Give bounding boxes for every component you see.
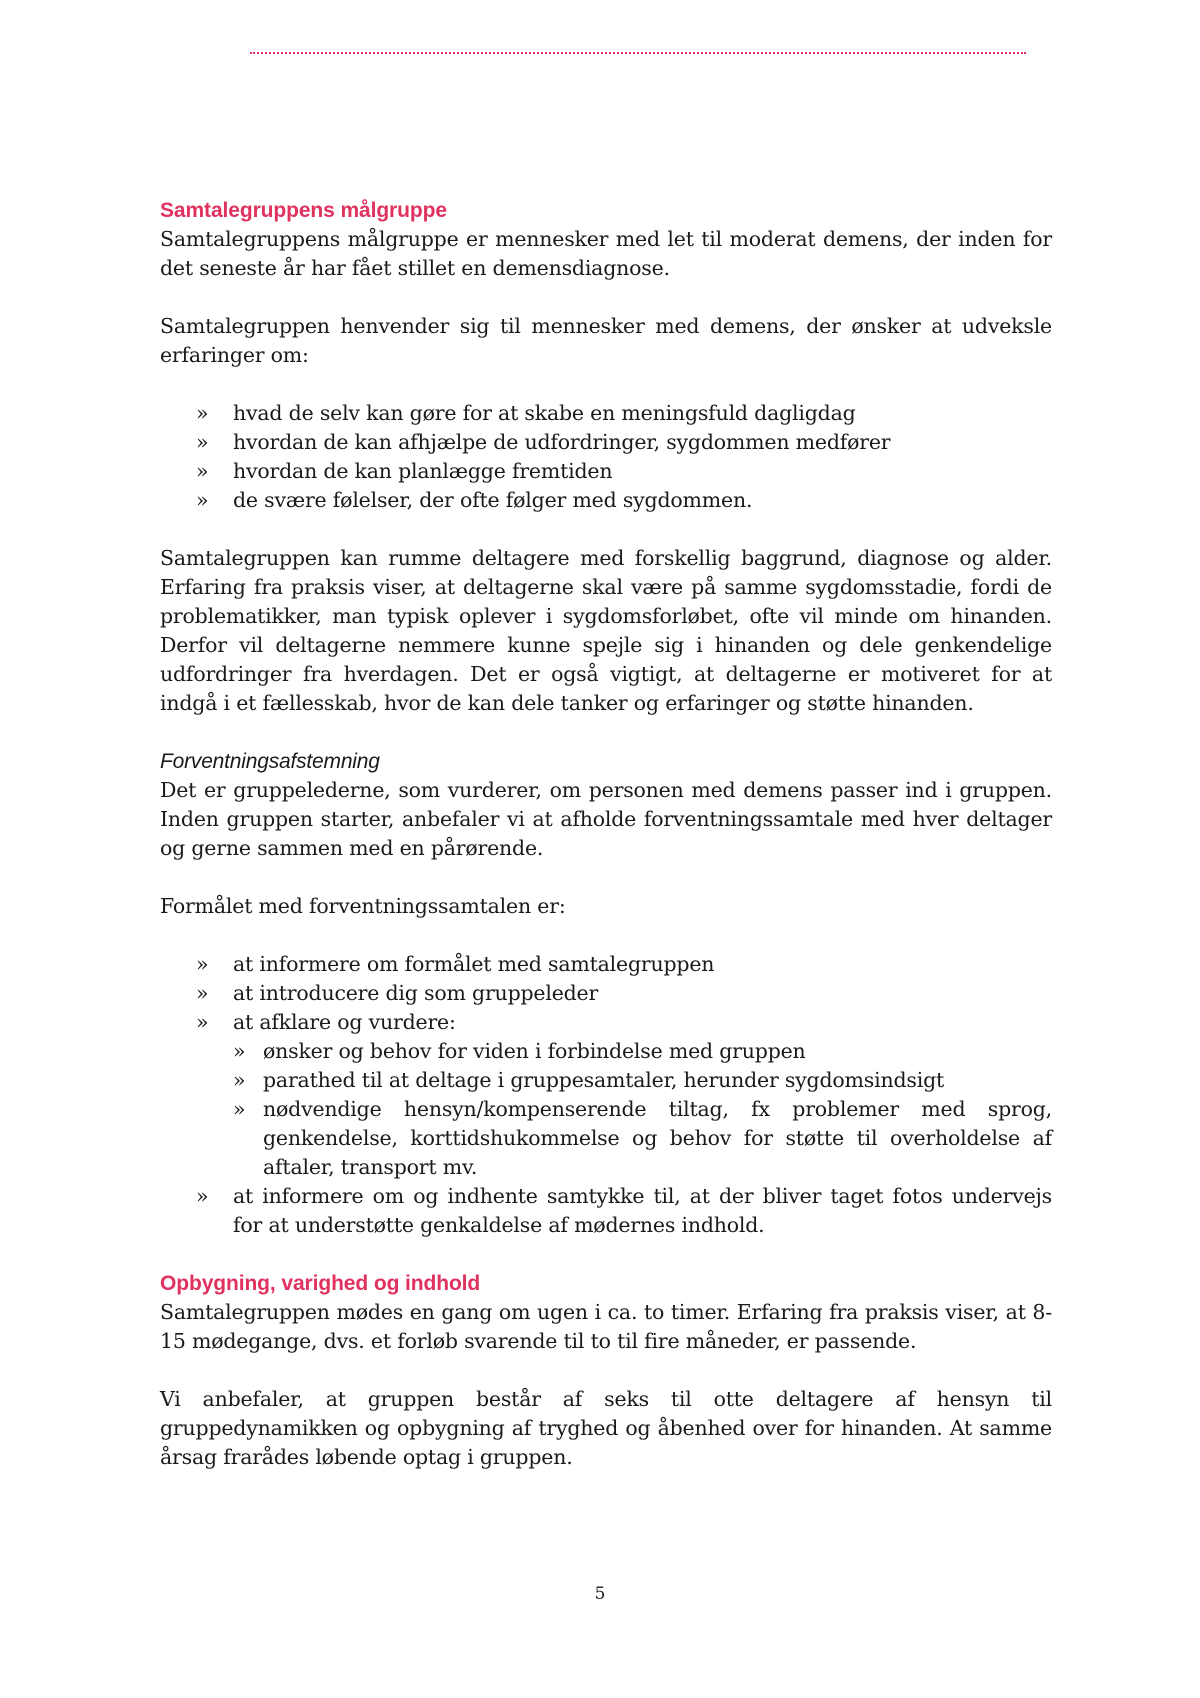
bullet-icon: »: [233, 1068, 246, 1092]
bullet-icon: »: [196, 488, 209, 512]
page-number: 5: [594, 1584, 606, 1604]
list-item: » nødvendige hensyn/kompenserende tiltag, fx problemer med sprog, genkendelse, korttidshukommelse og behov for støtte til overholdelse af aftaler, transport mv.: [233, 1097, 1052, 1179]
bullet-list-purpose: [160, 950, 1052, 1240]
bullet-icon: »: [196, 401, 209, 425]
list-item: » hvordan de kan afhjælpe de udfordringer, sygdommen medfører: [160, 428, 1052, 457]
bullet-list-topics: [160, 399, 1052, 515]
list-item: » de svære følelser, der ofte følger med sygdommen.: [160, 486, 1052, 515]
bullet-icon: »: [233, 1039, 246, 1063]
list-item: » parathed til at deltage i gruppesamtaler, herunder sygdomsindsigt: [233, 1066, 1052, 1095]
subheading-expectations: Forventningsafstemning: [160, 750, 380, 773]
list-item: » hvad de selv kan gøre for at skabe en meningsfuld dagligdag: [160, 399, 1052, 428]
paragraph: Formålet med forventningssamtalen er:: [160, 894, 566, 918]
bullet-icon: »: [233, 1097, 246, 1121]
paragraph: Samtalegruppens målgruppe er mennesker med let til moderat demens, der inden for det seneste år har fået stillet en demensdiagnose.: [160, 227, 1052, 280]
paragraph: Samtalegruppen mødes en gang om ugen i ca. to timer. Erfaring fra praksis viser, at 8-15 mødegange, dvs. et forløb svarende til to til fire måneder, er passende.: [160, 1300, 1052, 1353]
list-item: » ønsker og behov for viden i forbindelse med gruppen: [233, 1037, 1052, 1066]
paragraph: Samtalegruppen kan rumme deltagere med forskellig baggrund, diagnose og alder. Erfaring fra praksis viser, at deltagerne skal være på samme sygdomsstadie, fordi de problematikker, man typisk oplever i sygdomsforløbet, ofte vil minde om hinanden. Derfor vil deltagerne nemmere kunne spejle sig i hinanden og dele genkendelige udfordringer fra hverdagen. Det er også vigtigt, at deltagerne er motiveret for at indgå i et fællesskab, hvor de kan dele tanker og erfaringer og støtte hinanden.: [160, 546, 1052, 715]
paragraph: Samtalegruppen henvender sig til mennesker med demens, der ønsker at udveksle erfaringer om:: [160, 314, 1052, 367]
list-item: » hvordan de kan planlægge fremtiden: [160, 457, 1052, 486]
list-item: » at informere om formålet med samtalegruppen: [160, 950, 1052, 979]
bullet-icon: »: [196, 1184, 209, 1208]
bullet-icon: »: [196, 430, 209, 454]
paragraph: Vi anbefaler, at gruppen består af seks til otte deltagere af hensyn til gruppedynamikken og opbygning af tryghed og åbenhed over for hinanden. At samme årsag frarådes løbende optag i gruppen.: [160, 1387, 1052, 1469]
top-dotted-rule: [250, 52, 1026, 54]
bullet-icon: »: [196, 459, 209, 483]
list-item: » at introducere dig som gruppeleder: [160, 979, 1052, 1008]
list-item: » at informere om og indhente samtykke til, at der bliver taget fotos undervejs for at understøtte genkaldelse af mødernes indhold.: [196, 1184, 1052, 1237]
bullet-icon: »: [196, 981, 209, 1005]
bullet-icon: »: [196, 1010, 209, 1034]
section-heading-target-group: Samtalegruppens målgruppe: [160, 199, 447, 222]
page-content: [160, 196, 1052, 1472]
section-heading-structure: Opbygning, varighed og indhold: [160, 1272, 481, 1295]
list-item: » at afklare og vurdere: » ønsker og behov for viden i forbindelse med gruppen » parathed til at deltage i gruppesamtaler, herunder sygdomsindsigt » nødvendige hensyn/kompenserende tiltag, fx problemer med sprog, genkendelse, korttidshukommelse og behov for støtte til overholdelse af aftaler, transport mv.: [160, 1008, 1052, 1182]
bullet-icon: »: [196, 952, 209, 976]
sub-bullet-list: [233, 1037, 1052, 1182]
paragraph: Det er gruppelederne, som vurderer, om personen med demens passer ind i gruppen. Inden gruppen starter, anbefaler vi at afholde forventningssamtale med hver deltager og gerne sammen med en pårørende.: [160, 778, 1052, 860]
